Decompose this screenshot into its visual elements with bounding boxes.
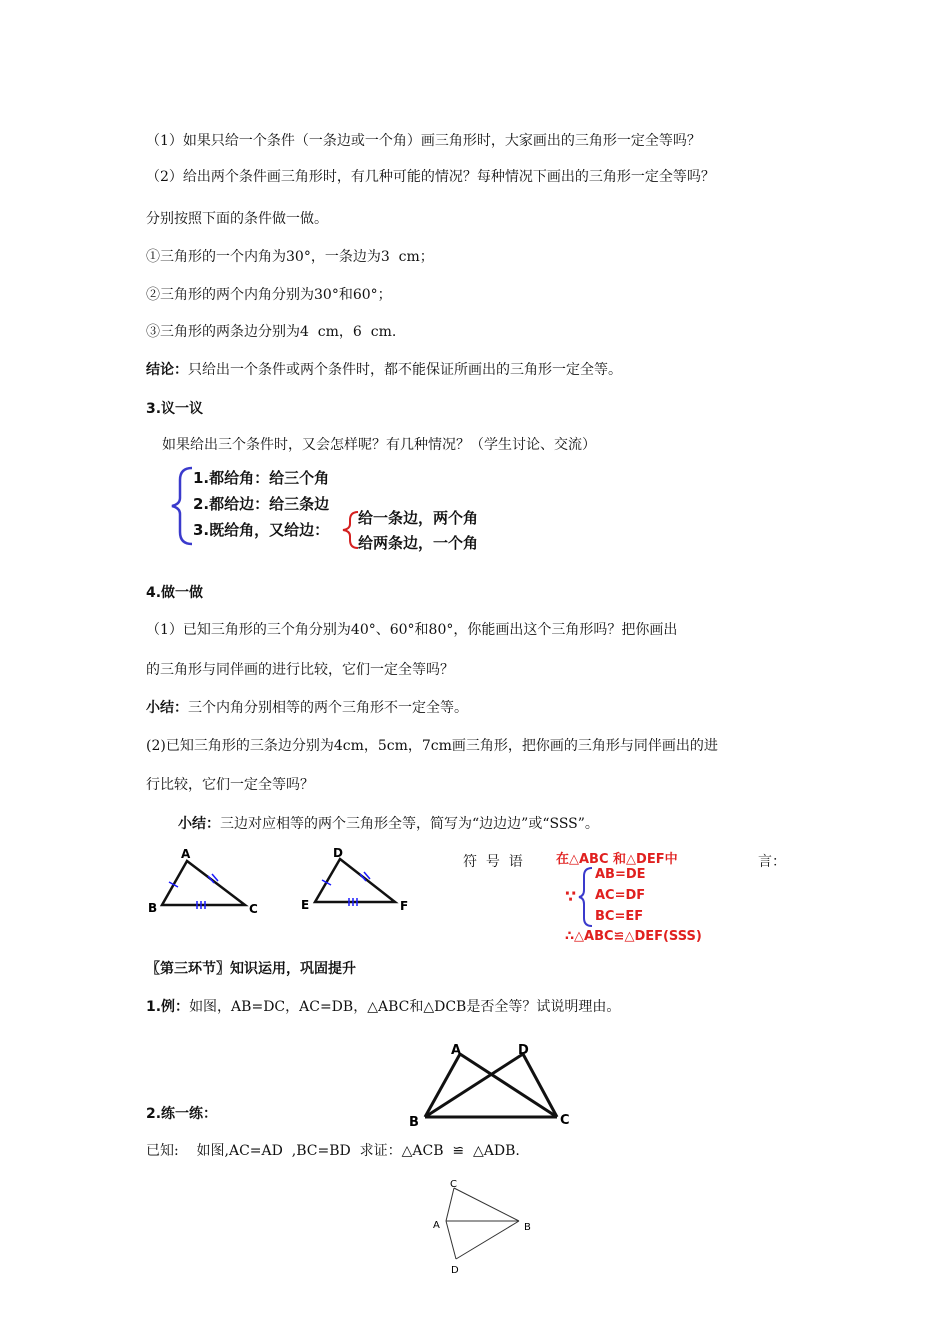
condition-2: ②三角形的两个内角分别为30°和60°； (146, 287, 392, 303)
summary-1-label: 小结： (146, 700, 188, 716)
section-4-q1-line2: 的三角形与同伴画的进行比较，它们一定全等吗？ (146, 662, 454, 678)
label-e: E (301, 898, 310, 912)
summary-2 (178, 813, 599, 833)
summary-2-text: 三边对应相等的两个三角形全等，简写为“边边边”或“SSS”。 (220, 816, 599, 832)
section-4-q2-line2: 行比较，它们一定全等吗？ (146, 777, 314, 793)
triangle-abc-figure (145, 845, 270, 920)
label-a: A (451, 1043, 462, 1058)
example-text: 如图，AB=DC，AC=DB，△ABC和△DCB是否全等？试说明理由。 (189, 999, 621, 1015)
brace-sub-2: 给两条边，一个角 (358, 534, 479, 552)
brace-item-2: 2.都给边：给三条边 (193, 495, 330, 513)
conclusion-label: 结论： (146, 362, 188, 378)
symbolic-language-label: 符 号 语 (463, 854, 523, 870)
example (146, 996, 620, 1016)
section-3-question: 如果给出三个条件时，又会怎样呢？有几种情况？（学生讨论、交流） (162, 437, 596, 453)
practice-figure (430, 1178, 540, 1278)
condition-3: ③三角形的两条边分别为4 cm，6 cm. (146, 324, 397, 340)
label-d: D (451, 1265, 459, 1276)
section-3-title: 3.议一议 (146, 401, 204, 417)
brace-item-1: 1.都给角：给三个角 (193, 469, 330, 487)
label-d: D (518, 1043, 529, 1058)
symbolic-conclusion: ∴△ABC≌△DEF(SSS) (565, 929, 702, 944)
brace-sub-1: 给一条边，两个角 (358, 509, 479, 527)
example-label: 1.例： (146, 999, 190, 1015)
left-brace (172, 468, 192, 544)
right-brace (343, 512, 358, 548)
example-figure (405, 1040, 585, 1128)
label-c: C (560, 1113, 570, 1128)
brace-item-3: 3.既给角，又给边： (193, 521, 330, 539)
conclusion-text: 只给出一个条件或两个条件时，都不能保证所画出的三角形一定全等。 (188, 362, 622, 378)
condition-1: ①三角形的一个内角为30°，一条边为3 cm； (146, 249, 434, 265)
section-4-q1-line1: （1）已知三角形的三个角分别为40°、60°和80°，你能画出这个三角形吗？把你画出 (146, 622, 678, 638)
because-symbol: ∵ (565, 887, 577, 906)
label-b: B (409, 1115, 419, 1128)
triangle-def-figure (298, 845, 423, 920)
label-f: F (400, 899, 409, 913)
section-4-q2-line1: (2)已知三角形的三条边分别为4cm，5cm，7cm画三角形，把你画的三角形与同伴画出的进 (146, 738, 718, 754)
label-b: B (524, 1222, 531, 1233)
summary-1-text: 三个内角分别相等的两个三角形不一定全等。 (188, 700, 468, 716)
label-a: A (181, 847, 191, 861)
section-4-title: 4.做一做 (146, 585, 204, 601)
label-b: B (148, 901, 158, 915)
summary-2-label: 小结： (178, 816, 220, 832)
symbolic-row-3: BC=EF (595, 909, 644, 924)
symbolic-head: 在△ABC 和△DEF中 (556, 852, 678, 867)
label-c: C (249, 902, 258, 916)
symbolic-row-1: AB=DE (595, 867, 646, 882)
symbolic-language-label-end: 言： (758, 854, 786, 870)
summary-1 (146, 697, 468, 717)
symbolic-brace (578, 866, 594, 928)
section-third-title: 〖第三环节〗知识运用，巩固提升 (146, 961, 356, 977)
label-c: C (450, 1179, 457, 1190)
symbolic-row-2: AC=DF (595, 888, 646, 903)
try-instruction: 分别按照下面的条件做一做。 (146, 211, 328, 227)
practice-text: 已知: 如图,AC=AD ,BC=BD 求证：△ACB ≌ △ADB. (146, 1143, 520, 1159)
conclusion (146, 359, 622, 379)
label-a: A (433, 1220, 440, 1231)
label-d: D (333, 846, 343, 860)
question-1: （1）如果只给一个条件（一条边或一个角）画三角形时，大家画出的三角形一定全等吗？ (146, 133, 701, 149)
practice-title: 2.练一练： (146, 1106, 218, 1122)
question-2: （2）给出两个条件画三角形时，有几种可能的情况？每种情况下画出的三角形一定全等吗？ (146, 169, 715, 185)
